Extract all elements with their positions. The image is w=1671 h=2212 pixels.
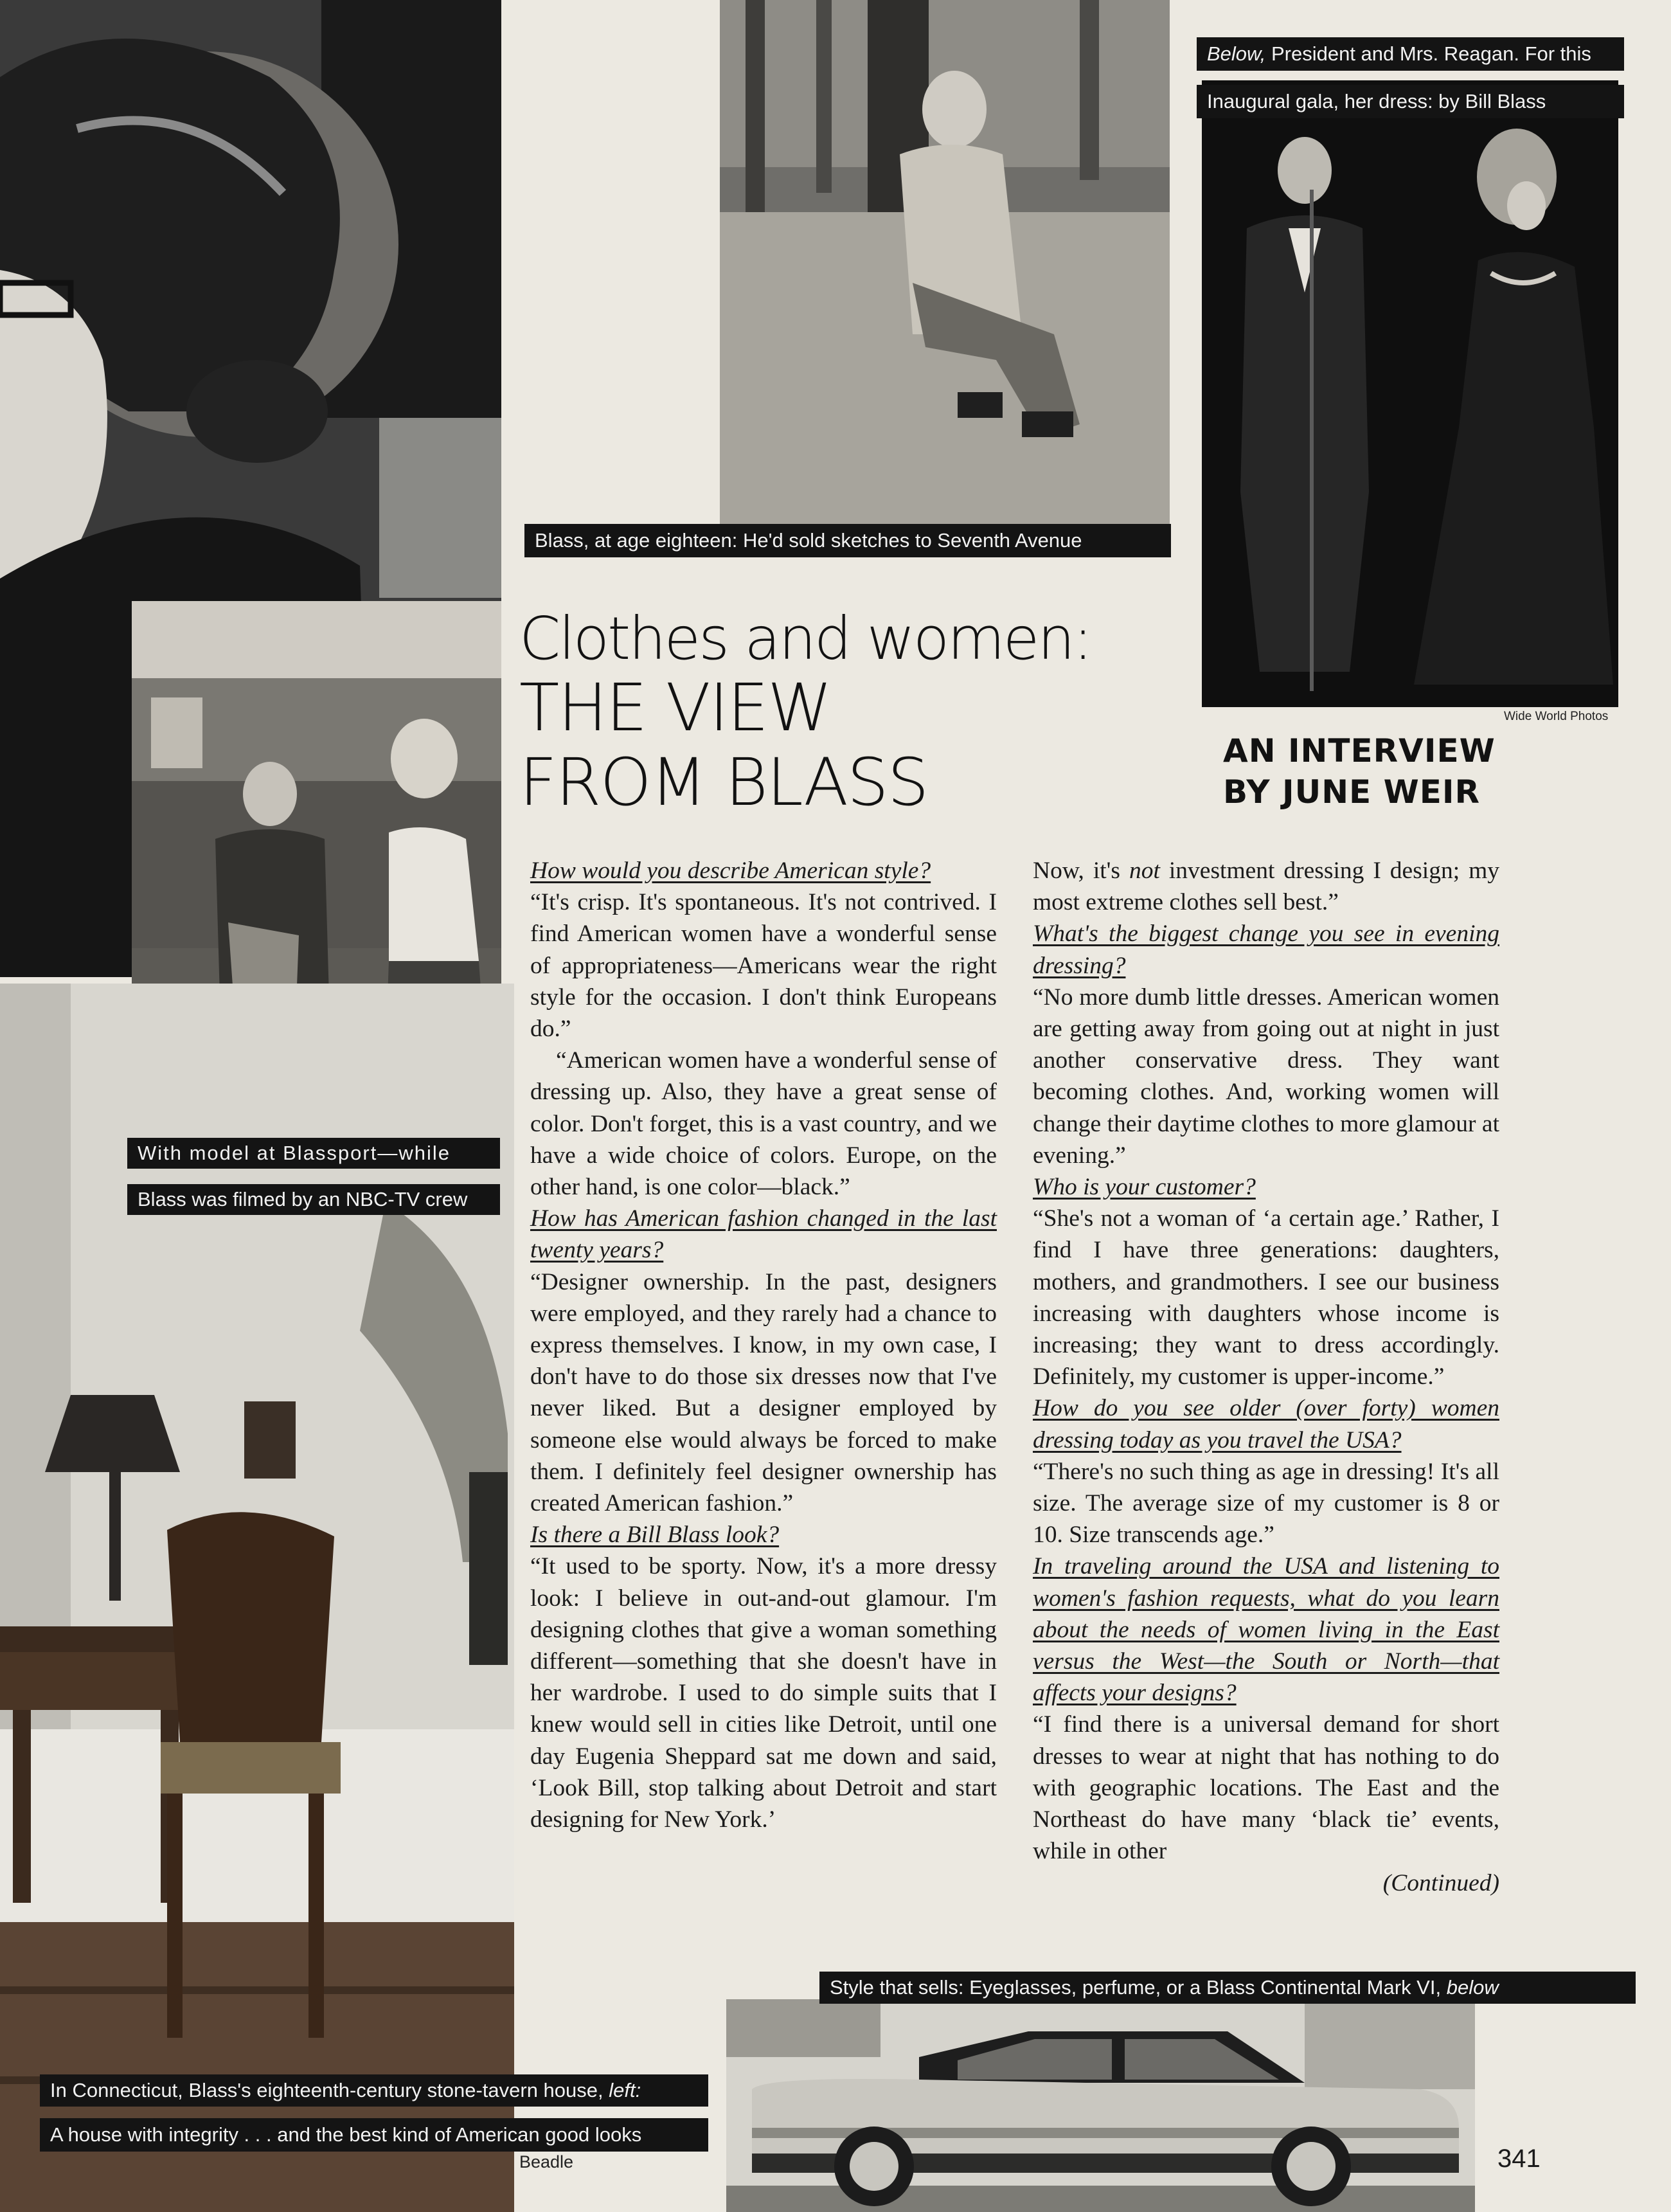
question-fashion-changed: How has American fashion changed in the last twenty years? [530, 1205, 997, 1264]
caption-house-tail: left: [609, 2079, 641, 2101]
answer-customer: “She's not a woman of ‘a certain age.’ Rather, I find I have three generations: daughters, mothers, and grandmothers. I see our business increasing with daughters whose income is increasing; they want to dress accordingly. Definitely, my customer is upper-income.” [1033, 1205, 1499, 1390]
question-blass-look: Is there a Bill Blass look? [530, 1522, 780, 1549]
headline [519, 604, 1226, 821]
answer-blass-look-cont-b: investment dressing I design; my most extreme clothes sell best.” [1033, 858, 1500, 916]
answer-american-style-cont: “American women have a wonderful sense of dressing up. Also, they have a great sense of color. Don't forget, this is a vast country, and we have a wide choice of colors. Europe, on the other hand, is one color—black.” [530, 1047, 997, 1201]
question-customer: Who is your customer? [1033, 1174, 1256, 1201]
article-column-1 [530, 855, 997, 1835]
caption-reagans-lead: Below, [1207, 42, 1266, 65]
caption-car [819, 1972, 1636, 2004]
answer-regional-needs: “I find there is a universal demand for short dresses to wear at night that has nothing to do with geographic locations. The East and the Northeast do have many ‘black tie’ events, while in other [1033, 1711, 1499, 1865]
caption-car-text: Style that sells: Eyeglasses, perfume, or a Blass Continental Mark VI, [830, 1976, 1442, 1999]
answer-blass-look: “It used to be sporty. Now, it's a more dressy look: I believe in out-and-out glamour. I'm designing clothes that give a woman something different—something that she doesn't have in her wardrobe. I used to do simple suits that I knew would sell in cities like Detroit, until one day Eugenia Sheppard sat me down and said, ‘Look Bill, stop talking about Detroit and start designing for New York.’ [530, 1553, 997, 1833]
article-column-2 [1033, 855, 1499, 1899]
byline-line1: AN INTERVIEW [1223, 732, 1496, 769]
answer-blass-look-cont-a: Now, it's [1033, 858, 1121, 884]
photo-credit-beadle: Beadle [519, 2152, 574, 2172]
headline-line3: FROM BLASS [519, 744, 928, 821]
byline-line2: BY JUNE WEIR [1223, 773, 1481, 811]
question-evening-dressing: What's the biggest change you see in evening dressing? [1033, 921, 1499, 979]
answer-evening-dressing: “No more dumb little dresses. American women are getting away from going out at night in just another conservative dress. They want becoming clothes. And, working women will change their daytime clothes to more glamour at evening.” [1033, 984, 1499, 1169]
blass-age-eighteen-photo [720, 0, 1170, 524]
question-older-women: How do you see older (over forty) women dressing today as you travel the USA? [1033, 1395, 1499, 1453]
byline [1223, 730, 1557, 813]
continental-mark-vi-car-photo [726, 1999, 1475, 2212]
caption-house-line1 [40, 2074, 708, 2107]
question-american-style: How would you describe American style? [530, 858, 931, 884]
reagans-gala-photo [1202, 80, 1618, 707]
caption-reagans-line1 [1197, 37, 1624, 71]
answer-older-women: “There's no such thing as age in dressing! It's all size. The average size of my customer is 8 or 10. Size transcends age.” [1033, 1458, 1499, 1549]
caption-car-tail: below [1446, 1976, 1499, 1999]
answer-blass-look-cont [1033, 855, 1499, 918]
continued-label: (Continued) [1382, 1869, 1499, 1896]
caption-reagans-text: President and Mrs. Reagan. For this [1271, 42, 1591, 65]
answer-american-style: “It's crisp. It's spontaneous. It's not contrived. I find American women have a wonderful sense of appropriateness—Americans wear the right style for the occasion. I don't think Europeans do.” [530, 889, 997, 1043]
photo-credit-wide-world: Wide World Photos [1504, 710, 1609, 723]
caption-model-line2: Blass was filmed by an NBC-TV crew [127, 1184, 500, 1215]
headline-line1: Clothes and women: [519, 604, 1091, 673]
answer-fashion-changed: “Designer ownership. In the past, designers were employed, and they rarely had a chance to express themselves. I know, in my own case, I don't have to do those six dresses now that I've never liked. But a designer employed by someone else would always be forced to make them. I definitely feel designer ownership has created American fashion.” [530, 1268, 997, 1517]
headline-line2: THE VIEW [519, 670, 832, 746]
caption-age-eighteen: Blass, at age eighteen: He'd sold sketches to Seventh Avenue [524, 524, 1171, 557]
caption-house-line2: A house with integrity . . . and the best kind of American good looks [40, 2118, 708, 2152]
caption-reagans-line2: Inaugural gala, her dress: by Bill Blass [1197, 85, 1624, 118]
answer-blass-look-cont-em: not [1129, 858, 1160, 884]
caption-house-text: In Connecticut, Blass's eighteenth-century stone-tavern house, [50, 2079, 603, 2101]
caption-model-line1: With model at Blassport—while [127, 1138, 500, 1169]
page-number: 341 [1497, 2145, 1541, 2173]
question-regional-needs: In traveling around the USA and listening to women's fashion requests, what do you learn about the needs of women living in the East versus the West—the South or North—that affects your designs? [1033, 1553, 1499, 1707]
